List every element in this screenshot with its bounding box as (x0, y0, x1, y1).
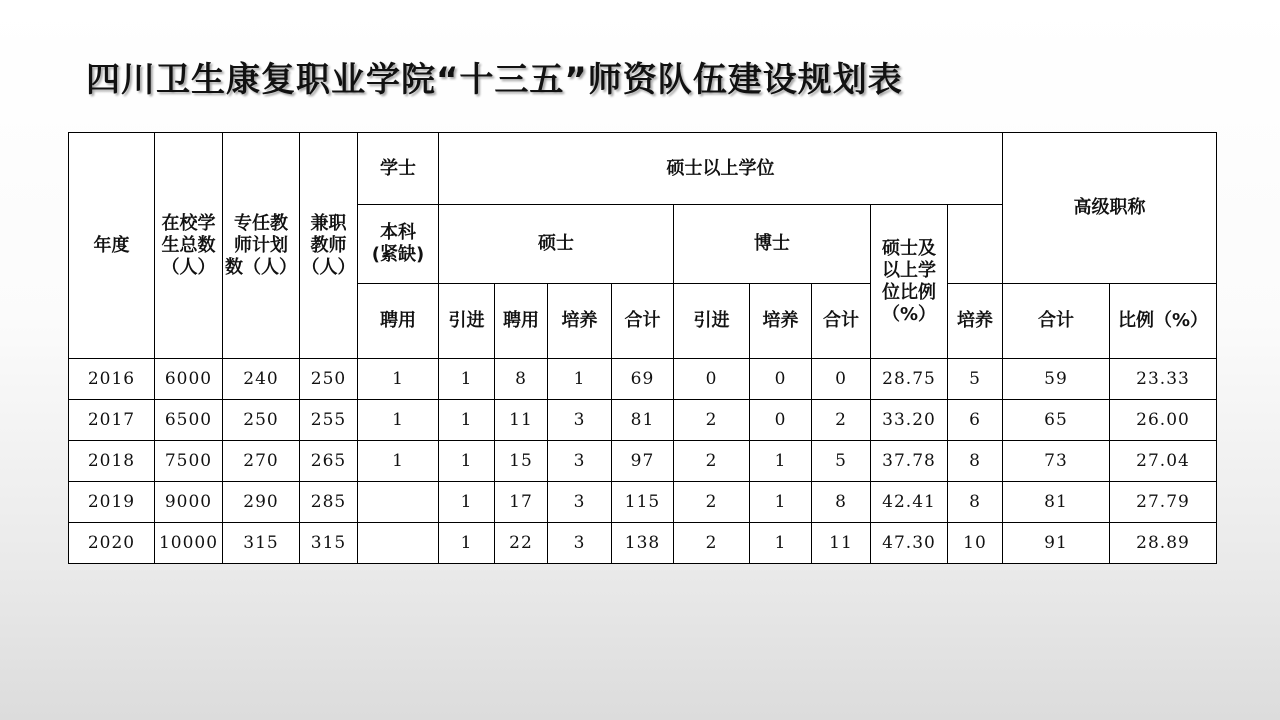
cell-senior-ratio: 23.33 (1110, 359, 1217, 400)
cell-senior-train: 8 (948, 482, 1003, 523)
cell-doctor-total: 0 (812, 359, 871, 400)
cell-fulltime: 270 (223, 441, 300, 482)
cell-senior-total: 59 (1003, 359, 1110, 400)
cell-doctor-train: 0 (750, 400, 812, 441)
header-bachelor-sub: 本科 (紧缺) (358, 205, 439, 284)
cell-fulltime: 315 (223, 523, 300, 564)
cell-bachelor-hire (358, 482, 439, 523)
header-senior-title-group: 高级职称 (1003, 133, 1217, 284)
cell-bachelor-hire: 1 (358, 441, 439, 482)
cell-senior-total: 81 (1003, 482, 1110, 523)
header-master-hire: 聘用 (495, 284, 548, 359)
cell-master-total: 115 (612, 482, 674, 523)
cell-senior-ratio: 27.04 (1110, 441, 1217, 482)
table-row (69, 523, 1217, 564)
cell-parttime: 255 (300, 400, 358, 441)
cell-master-intro: 1 (439, 400, 495, 441)
cell-students: 10000 (155, 523, 223, 564)
cell-parttime: 265 (300, 441, 358, 482)
cell-master-intro: 1 (439, 441, 495, 482)
header-bachelor-hire: 聘用 (358, 284, 439, 359)
cell-senior-train: 10 (948, 523, 1003, 564)
cell-master-total: 97 (612, 441, 674, 482)
cell-master-ratio: 28.75 (871, 359, 948, 400)
cell-doctor-intro: 2 (674, 400, 750, 441)
cell-year: 2020 (69, 523, 155, 564)
cell-doctor-train: 1 (750, 523, 812, 564)
cell-year: 2017 (69, 400, 155, 441)
cell-master-hire: 17 (495, 482, 548, 523)
header-doctor-total: 合计 (812, 284, 871, 359)
table-row (69, 400, 1217, 441)
cell-doctor-intro: 0 (674, 359, 750, 400)
cell-year: 2016 (69, 359, 155, 400)
cell-master-total: 69 (612, 359, 674, 400)
cell-senior-total: 65 (1003, 400, 1110, 441)
header-senior-ratio: 比例（%） (1110, 284, 1217, 359)
cell-master-ratio: 47.30 (871, 523, 948, 564)
cell-senior-total: 91 (1003, 523, 1110, 564)
header-senior-total: 合计 (1003, 284, 1110, 359)
cell-master-hire: 22 (495, 523, 548, 564)
cell-doctor-intro: 2 (674, 441, 750, 482)
cell-master-train: 3 (548, 523, 612, 564)
cell-senior-ratio: 27.79 (1110, 482, 1217, 523)
cell-senior-train: 5 (948, 359, 1003, 400)
header-master-ratio: 硕士及 以上学 位比例 （%） (871, 205, 948, 359)
cell-master-train: 1 (548, 359, 612, 400)
cell-doctor-train: 1 (750, 482, 812, 523)
cell-parttime: 285 (300, 482, 358, 523)
table-row (69, 441, 1217, 482)
cell-senior-train: 8 (948, 441, 1003, 482)
cell-students: 6500 (155, 400, 223, 441)
cell-doctor-intro: 2 (674, 523, 750, 564)
header-bachelor-group: 学士 (358, 133, 439, 205)
header-parttime-teachers: 兼职 教师 （人） (300, 133, 358, 359)
header-master-train: 培养 (548, 284, 612, 359)
cell-doctor-train: 0 (750, 359, 812, 400)
header-master-intro: 引进 (439, 284, 495, 359)
cell-master-train: 3 (548, 400, 612, 441)
header-year: 年度 (69, 133, 155, 359)
cell-master-hire: 11 (495, 400, 548, 441)
cell-bachelor-hire: 1 (358, 359, 439, 400)
cell-master-intro: 1 (439, 482, 495, 523)
cell-master-intro: 1 (439, 359, 495, 400)
cell-doctor-intro: 2 (674, 482, 750, 523)
cell-master-ratio: 33.20 (871, 400, 948, 441)
header-senior-train: 培养 (948, 284, 1003, 359)
cell-master-train: 3 (548, 441, 612, 482)
cell-doctor-train: 1 (750, 441, 812, 482)
cell-master-ratio: 37.78 (871, 441, 948, 482)
cell-master-total: 81 (612, 400, 674, 441)
cell-fulltime: 290 (223, 482, 300, 523)
cell-year: 2018 (69, 441, 155, 482)
cell-doctor-total: 11 (812, 523, 871, 564)
table-row (69, 359, 1217, 400)
cell-master-hire: 8 (495, 359, 548, 400)
cell-year: 2019 (69, 482, 155, 523)
cell-master-total: 138 (612, 523, 674, 564)
cell-master-ratio: 42.41 (871, 482, 948, 523)
cell-doctor-total: 2 (812, 400, 871, 441)
table-row (69, 482, 1217, 523)
cell-master-intro: 1 (439, 523, 495, 564)
page-title: 四川卫生康复职业学院“十三五”师资队伍建设规划表 (86, 60, 903, 100)
header-master-group: 硕士 (439, 205, 674, 284)
cell-senior-train: 6 (948, 400, 1003, 441)
header-master-plus-group: 硕士以上学位 (439, 133, 1003, 205)
cell-doctor-total: 5 (812, 441, 871, 482)
cell-master-train: 3 (548, 482, 612, 523)
cell-master-hire: 15 (495, 441, 548, 482)
header-doctor-group: 博士 (674, 205, 871, 284)
cell-parttime: 250 (300, 359, 358, 400)
header-master-total: 合计 (612, 284, 674, 359)
cell-bachelor-hire (358, 523, 439, 564)
header-fulltime-teachers: 专任教 师计划 数（人） (223, 133, 300, 359)
cell-doctor-total: 8 (812, 482, 871, 523)
faculty-plan-table (68, 132, 1217, 564)
cell-students: 9000 (155, 482, 223, 523)
header-students: 在校学 生总数 （人） (155, 133, 223, 359)
header-doctor-intro: 引进 (674, 284, 750, 359)
cell-students: 7500 (155, 441, 223, 482)
cell-parttime: 315 (300, 523, 358, 564)
header-doctor-train: 培养 (750, 284, 812, 359)
cell-senior-total: 73 (1003, 441, 1110, 482)
cell-bachelor-hire: 1 (358, 400, 439, 441)
cell-senior-ratio: 26.00 (1110, 400, 1217, 441)
cell-senior-ratio: 28.89 (1110, 523, 1217, 564)
cell-fulltime: 240 (223, 359, 300, 400)
cell-students: 6000 (155, 359, 223, 400)
cell-fulltime: 250 (223, 400, 300, 441)
